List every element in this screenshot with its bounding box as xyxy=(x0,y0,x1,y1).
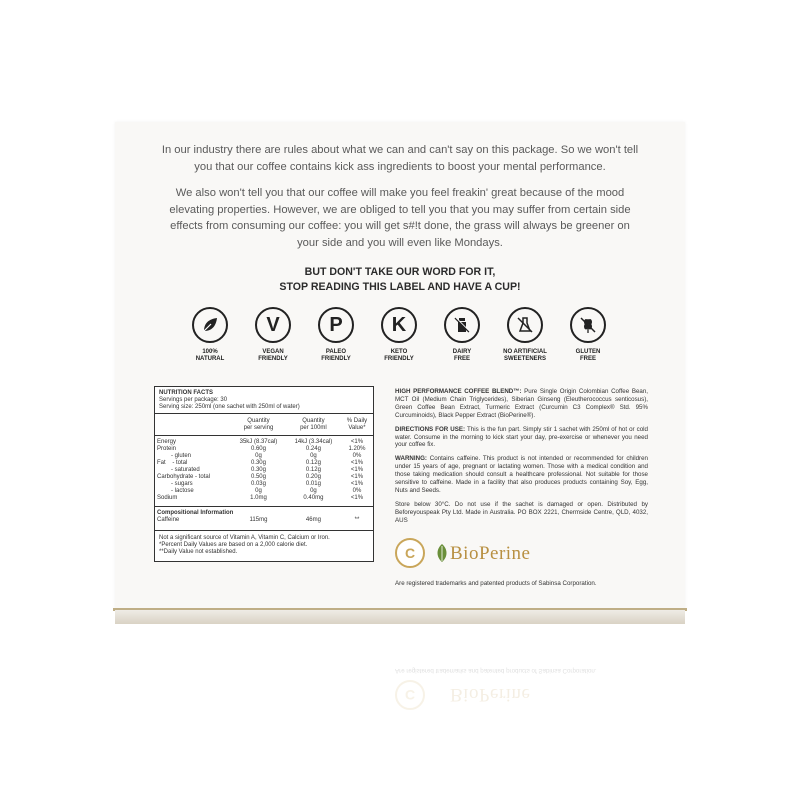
badge-natural xyxy=(178,307,242,363)
qty-100ml: 46mg xyxy=(305,517,321,523)
nutrient-name: - sugars xyxy=(171,481,193,487)
badge-label: 100% xyxy=(202,349,218,355)
qty-100ml: 0.12g xyxy=(305,467,321,473)
table-row xyxy=(155,460,373,467)
badge-label: SWEETENERS xyxy=(503,356,546,362)
blend-title: HIGH PERFORMANCE COFFEE BLEND™: xyxy=(395,388,522,395)
qty-100ml: 0.12g xyxy=(305,460,321,466)
badge-gluten-free xyxy=(556,307,620,363)
warning-paragraph xyxy=(395,455,648,495)
table-row xyxy=(155,481,373,488)
intro-paragraph-1: In our industry there are rules about what we can and can't say on this package. So we won't tell you that our coffee contains kick ass ingredients to boost your mental performance. xyxy=(161,144,639,173)
nutrition-table xyxy=(155,414,373,530)
directions-text: This is the fun part. Simply stir 1 sachet with 250ml of hot or cold water. Consume in the morning to kick start your day, pre-exercise or whenever you need your coffee fix. xyxy=(395,425,648,449)
blend-paragraph xyxy=(395,388,648,420)
qty-100ml: 0.40mg xyxy=(303,495,324,501)
qty-serving: 0.50g xyxy=(250,474,266,480)
qty-100ml: 0g xyxy=(310,453,317,459)
qty-serving: 0g xyxy=(255,453,262,459)
qty-serving: 1.0mg xyxy=(250,495,267,501)
keto-k-icon: K xyxy=(381,307,417,343)
paleo-p-icon: P xyxy=(318,307,354,343)
qty-100ml: 0.24g xyxy=(305,446,321,452)
servings-per-package: Servings per package: 30 xyxy=(159,397,228,403)
table-row xyxy=(155,446,373,453)
leaf-icon xyxy=(192,307,228,343)
table-row xyxy=(155,439,373,446)
column-header: per 100ml xyxy=(300,425,327,431)
badge-label: FRIENDLY xyxy=(258,356,288,362)
badge-paleo xyxy=(304,307,368,363)
footnote: **Daily Value not established. xyxy=(159,549,238,555)
headline xyxy=(160,265,640,294)
nutrient-name: - gluten xyxy=(171,453,192,459)
nutrient-name: Energy xyxy=(157,439,177,445)
intro-paragraph-2: We also won't tell you that our coffee will make you feel freakin' great because of the mood elevating properties. However, we are obliged to tell you that you may suffer from certain side effects from consuming our coffee: you will get s#!t done, the grass will always be greener on your side and you will even like Mondays. xyxy=(169,187,631,249)
badge-label: FRIENDLY xyxy=(321,356,351,362)
daily-value: 0% xyxy=(352,488,362,494)
qty-100ml: 0g xyxy=(310,488,317,494)
badge-row xyxy=(178,307,622,377)
badge-label: PALEO xyxy=(325,349,347,355)
qty-serving: 0.30g xyxy=(250,460,266,466)
nutrient-name: - lactose xyxy=(171,488,194,494)
column-header: Quantity xyxy=(302,418,325,424)
compositional-title: Compositional Information xyxy=(157,510,234,516)
qty-serving: 115mg xyxy=(249,517,268,523)
daily-value: 0% xyxy=(352,453,362,459)
vegan-v-icon: V xyxy=(255,307,291,343)
qty-100ml: 0.01g xyxy=(305,481,321,487)
column-header: Quantity xyxy=(247,418,270,424)
nutrient-name: Sodium xyxy=(157,495,178,501)
box-bottom xyxy=(115,610,685,624)
gluten-free-icon xyxy=(570,307,606,343)
badge-keto xyxy=(367,307,431,363)
badge-label: VEGAN xyxy=(262,349,284,355)
qty-serving: 0.30g xyxy=(250,467,266,473)
badge-label: NO ARTIFICIAL xyxy=(503,349,547,355)
table-row xyxy=(155,467,373,474)
nutrient-name: - saturated xyxy=(171,467,200,473)
no-artificial-sweeteners-icon xyxy=(507,307,543,343)
badge-label: FREE xyxy=(579,356,596,362)
daily-value: <1% xyxy=(350,467,364,473)
daily-value: <1% xyxy=(350,474,364,480)
table-row xyxy=(155,517,373,524)
compositional-header-row xyxy=(155,507,373,518)
qty-100ml: 0.20g xyxy=(305,474,321,480)
serving-size: Serving size: 250ml (one sachet with 250ml of water) xyxy=(159,404,300,410)
table-row xyxy=(155,488,373,495)
badge-label: KETO xyxy=(390,349,408,355)
column-header: per serving xyxy=(243,425,274,431)
daily-value: ** xyxy=(354,517,360,523)
badge-dairy-free xyxy=(430,307,494,363)
product-info-column xyxy=(395,388,648,531)
nutrition-footnotes xyxy=(155,530,373,561)
badge-label: DAIRY xyxy=(452,349,472,355)
badge-vegan xyxy=(241,307,305,363)
footnote: Not a significant source of Vitamin A, Vitamin C, Calcium or Iron. xyxy=(159,535,330,541)
nutrient-name: Fat - total xyxy=(157,460,188,466)
qty-serving: 0.60g xyxy=(250,446,266,452)
nutrient-name: Protein xyxy=(157,446,177,452)
intro-text xyxy=(160,142,640,261)
badge-label: FRIENDLY xyxy=(384,356,414,362)
bioperine-leaf-icon xyxy=(435,543,449,563)
table-row xyxy=(155,453,373,460)
qty-100ml: 14kJ (3.34cal) xyxy=(294,439,333,445)
nutrition-title: NUTRITION FACTS xyxy=(159,390,213,396)
reflection-c3-logo: C xyxy=(395,680,425,710)
blend-text: Pure Single Origin Colombian Coffee Bean, MCT Oil (Medium Chain Triglycerides), Siberian Ginseng (Eleutherococcus senticosus), Green Coffee Bean Extract, Turmeric Extract (Curcumin C3 Complex® Std. 95% Curcuminoids), Black Pepper Extract (BioPerine®). xyxy=(395,388,648,419)
nutrient-name: Carbohydrate - total xyxy=(157,474,211,480)
badge-label: FREE xyxy=(453,356,470,362)
badge-no-artificial-sweeteners xyxy=(493,307,557,363)
column-header: Value* xyxy=(348,425,366,431)
trademark-note: Are registered trademarks and patented products of Sabinsa Corporation. xyxy=(395,580,597,587)
nutrition-header xyxy=(155,387,373,414)
bioperine-logo: BioPerine xyxy=(450,543,531,564)
qty-serving: 0.03g xyxy=(250,481,266,487)
table-row xyxy=(155,495,373,502)
ingredient-logos xyxy=(395,538,645,572)
reflection-bioperine-logo: BioPerine xyxy=(450,684,531,705)
daily-value: <1% xyxy=(350,481,364,487)
table-row xyxy=(155,474,373,481)
daily-value: <1% xyxy=(350,439,364,445)
reflection-logos xyxy=(395,676,645,710)
headline-line-1: BUT DON'T TAKE OUR WORD FOR IT, xyxy=(304,266,496,278)
directions-title: DIRECTIONS FOR USE: xyxy=(395,425,466,433)
footnote: *Percent Daily Values are based on a 2,000 calorie diet. xyxy=(159,542,308,548)
curcumin-c3-logo: C xyxy=(395,538,425,568)
storage-paragraph: Store below 30°C. Do not use if the sachet is damaged or open. Distributed by Beforeyouspeak Pty Ltd. Made in Australia. PO BOX 2221, Chermside Centre, QLD, 4032, AUS xyxy=(395,500,648,524)
daily-value: <1% xyxy=(350,495,364,501)
reflection-trademark: Are registered trademarks and patented products of Sabinsa Corporation. xyxy=(395,667,597,674)
directions-paragraph xyxy=(395,426,648,450)
daily-value: 1.20% xyxy=(348,446,366,452)
daily-value: <1% xyxy=(350,460,364,466)
qty-serving: 35kJ (8.37cal) xyxy=(239,439,278,445)
warning-title: WARNING: xyxy=(395,455,427,463)
qty-serving: 0g xyxy=(255,488,262,494)
nutrition-column-headers xyxy=(155,414,373,436)
column-header: % Daily xyxy=(346,418,368,424)
dairy-free-icon xyxy=(444,307,480,343)
nutrition-facts-panel xyxy=(154,386,374,562)
badge-label: GLUTEN xyxy=(575,349,601,355)
nutrient-name: Caffeine xyxy=(157,517,180,523)
headline-line-2: STOP READING THIS LABEL AND HAVE A CUP! xyxy=(279,280,521,293)
warning-text: Contains caffeine. This product is not intended or recommended for children under 15 years of age, pregnant or lactating women. Those with a medical condition and those taking medication should consult a healthcare professional. Not suitable for those sensitive to caffeine. Made in a facility that also produces products containing Soy, Egg, Nuts and Seeds. xyxy=(395,455,648,494)
badge-label: NATURAL xyxy=(195,356,225,362)
